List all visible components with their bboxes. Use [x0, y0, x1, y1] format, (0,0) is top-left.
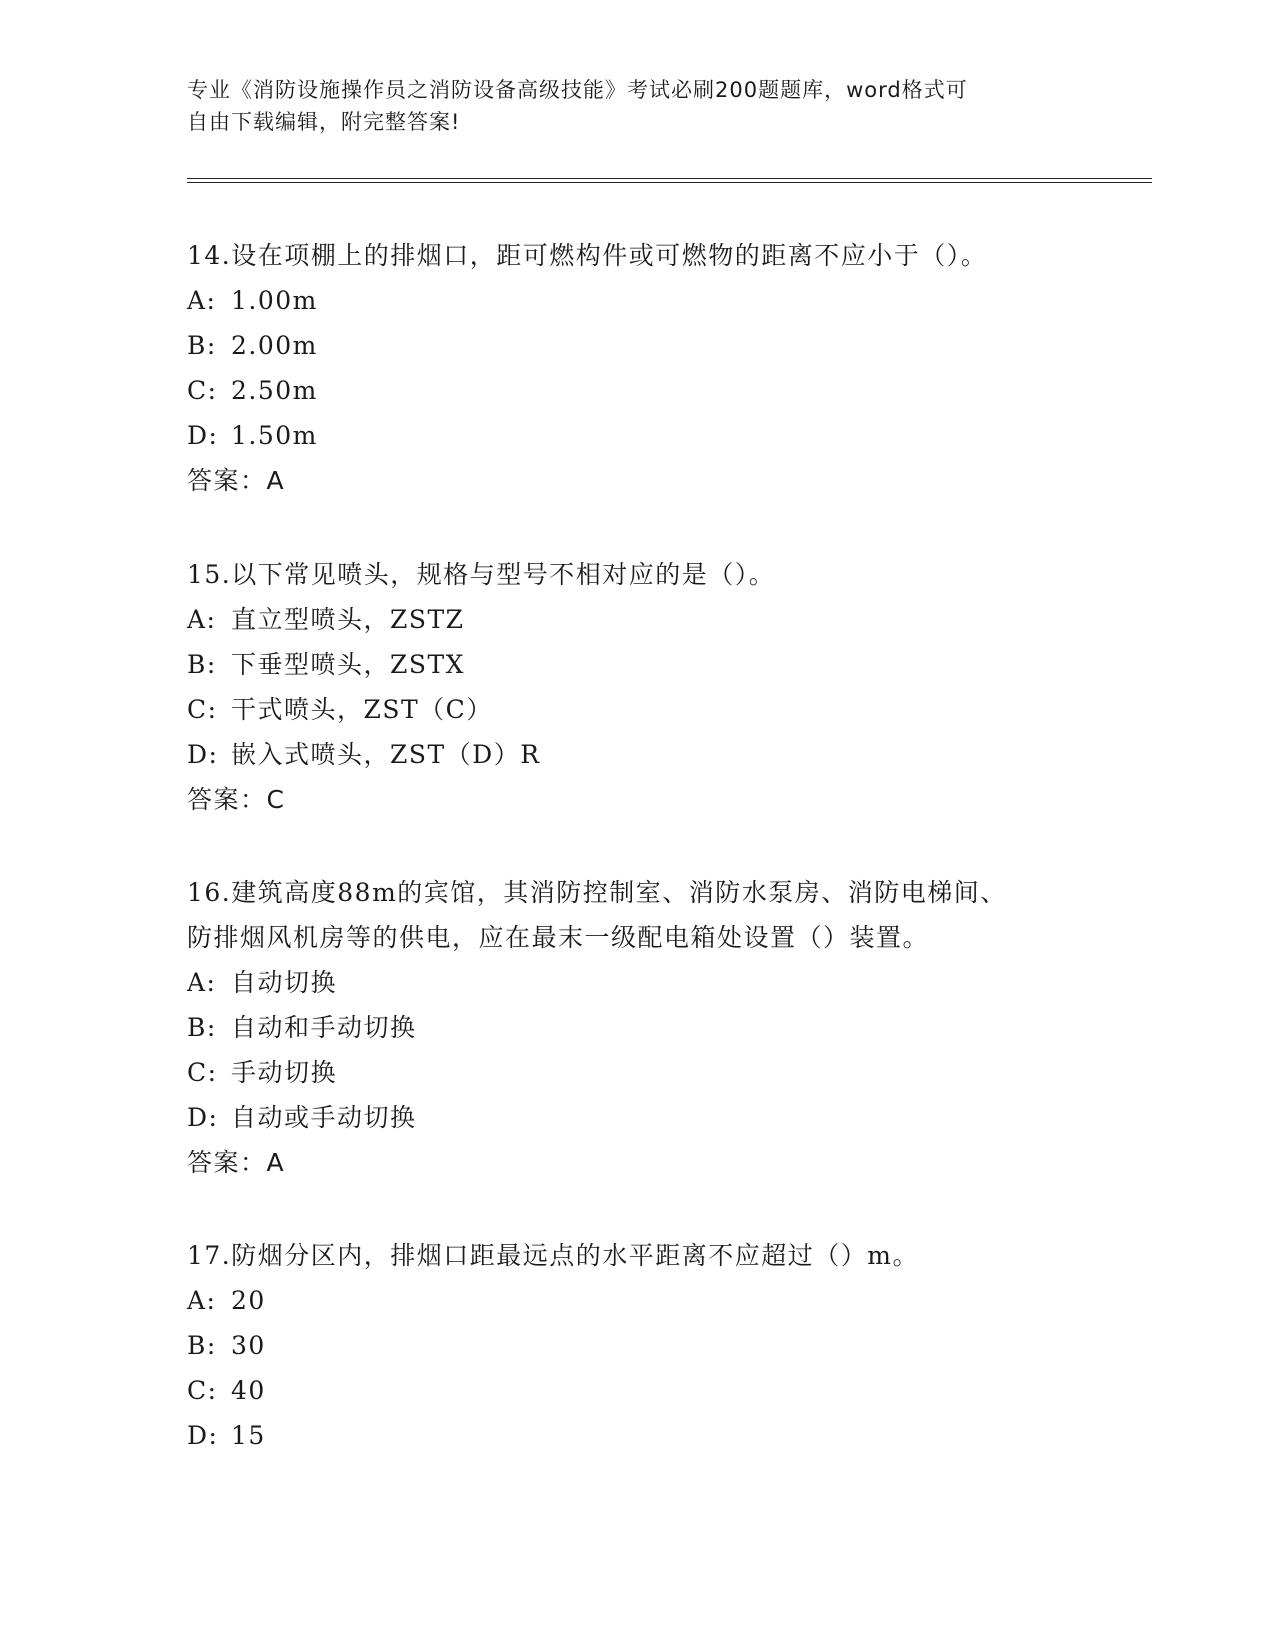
option-d — [187, 1413, 919, 1458]
option-a — [187, 960, 1007, 1005]
option-key: B: — [187, 331, 217, 360]
option-key: A: — [187, 286, 217, 315]
option-text: 直立型喷头，ZSTZ — [231, 605, 465, 634]
header-line-1: 专业《消防设施操作员之消防设备高级技能》考试必刷200题题库，word格式可 — [187, 78, 968, 102]
option-c — [187, 1368, 919, 1413]
option-key: D: — [187, 1103, 219, 1132]
option-d — [187, 732, 775, 777]
option-key: A: — [187, 605, 217, 634]
answer: 答案：A — [187, 1148, 286, 1177]
option-key: D: — [187, 1421, 219, 1450]
header-line-2: 自由下载编辑，附完整答案! — [187, 110, 461, 134]
option-text: 自动和手动切换 — [231, 1013, 417, 1042]
option-key: A: — [187, 968, 217, 997]
option-b — [187, 1005, 1007, 1050]
question-stem: 15.以下常见喷头，规格与型号不相对应的是（）。 — [187, 560, 776, 589]
option-d — [187, 413, 987, 458]
question-stem-line-1: 16.建筑高度88m的宾馆，其消防控制室、消防水泵房、消防电梯间、 — [187, 878, 1007, 907]
option-key: C: — [187, 376, 218, 405]
option-text: 40 — [231, 1376, 266, 1405]
option-key: C: — [187, 1058, 218, 1087]
option-text: 2.00m — [231, 331, 318, 360]
option-text: 20 — [231, 1286, 266, 1315]
option-key: C: — [187, 1376, 218, 1405]
option-text: 手动切换 — [231, 1058, 338, 1087]
option-a — [187, 278, 987, 323]
question-14 — [187, 233, 987, 503]
option-a — [187, 1278, 919, 1323]
answer: 答案：C — [187, 785, 286, 814]
header-divider-bottom — [187, 182, 1152, 183]
option-text: 嵌入式喷头，ZST（D）R — [231, 740, 541, 769]
option-text: 干式喷头，ZST（C） — [231, 695, 493, 724]
option-b — [187, 323, 987, 368]
question-15 — [187, 552, 775, 822]
header-divider-top — [187, 178, 1152, 179]
option-b — [187, 642, 775, 687]
option-key: B: — [187, 1331, 217, 1360]
option-d — [187, 1095, 1007, 1140]
option-text: 30 — [231, 1331, 266, 1360]
option-text: 1.00m — [231, 286, 318, 315]
option-a — [187, 597, 775, 642]
option-text: 下垂型喷头，ZSTX — [231, 650, 465, 679]
option-c — [187, 687, 775, 732]
option-key: A: — [187, 1286, 217, 1315]
answer: 答案：A — [187, 466, 286, 495]
question-stem: 17.防烟分区内，排烟口距最远点的水平距离不应超过（）m。 — [187, 1241, 919, 1270]
option-text: 15 — [231, 1421, 266, 1450]
option-key: C: — [187, 695, 218, 724]
option-c — [187, 1050, 1007, 1095]
question-stem: 14.设在项棚上的排烟口，距可燃构件或可燃物的距离不应小于（）。 — [187, 241, 988, 270]
document-header — [187, 74, 1087, 138]
question-17 — [187, 1233, 919, 1458]
option-text: 自动或手动切换 — [231, 1103, 417, 1132]
option-b — [187, 1323, 919, 1368]
option-text: 1.50m — [231, 421, 318, 450]
question-16 — [187, 870, 1007, 1185]
option-text: 自动切换 — [231, 968, 338, 997]
option-c — [187, 368, 987, 413]
option-key: D: — [187, 421, 219, 450]
option-key: B: — [187, 650, 217, 679]
question-stem-line-2: 防排烟风机房等的供电，应在最末一级配电箱处设置（）装置。 — [187, 923, 930, 952]
option-text: 2.50m — [231, 376, 318, 405]
option-key: B: — [187, 1013, 217, 1042]
option-key: D: — [187, 740, 219, 769]
